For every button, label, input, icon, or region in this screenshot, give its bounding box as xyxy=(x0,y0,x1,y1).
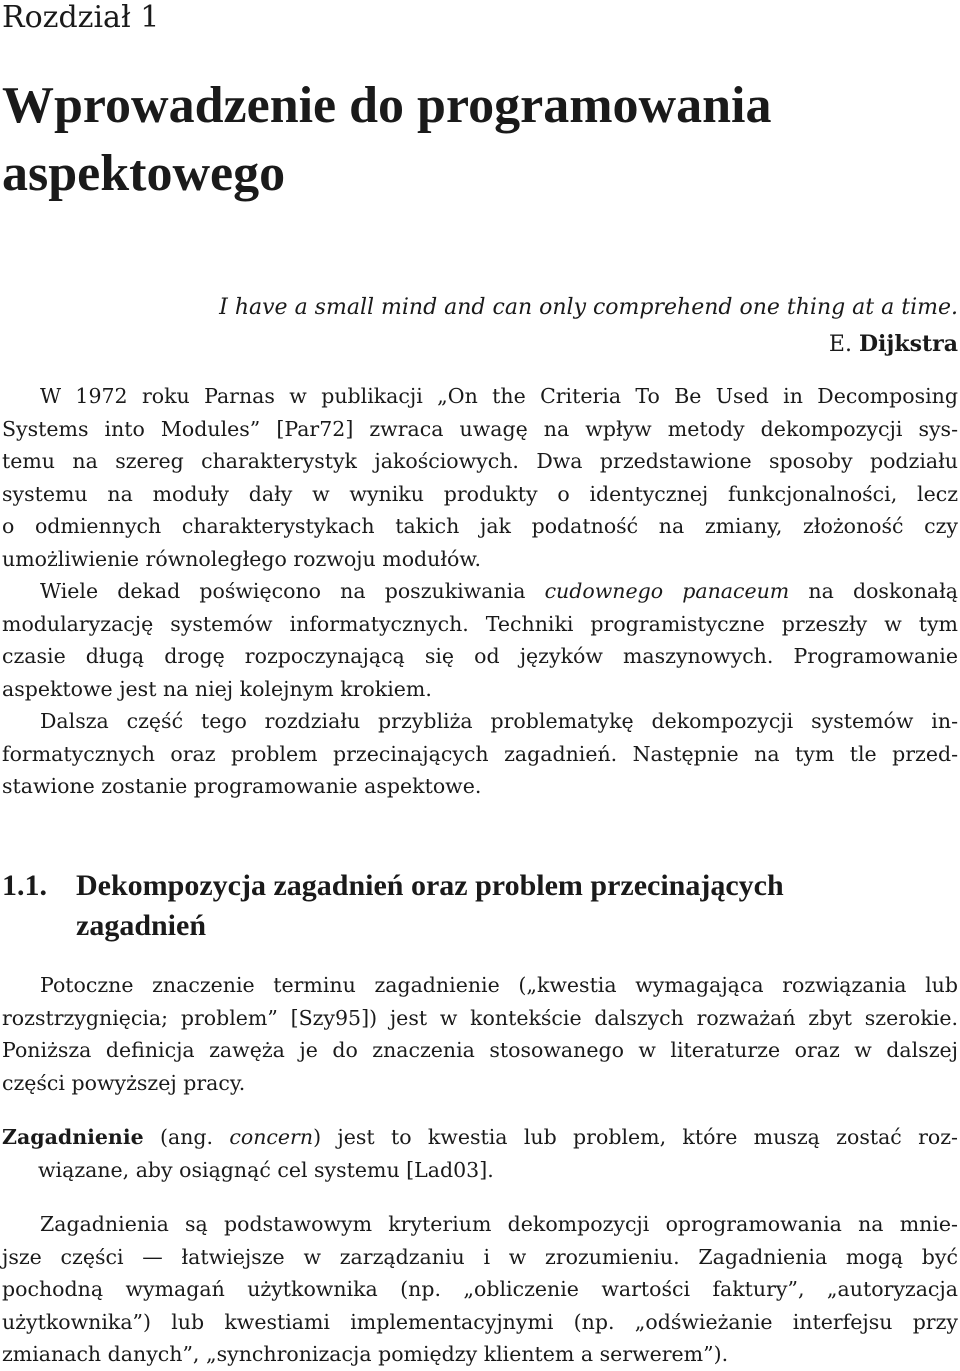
chapter-title-line: Wprowadzenie do programowania xyxy=(2,77,772,134)
emphasis-text: cudownego panaceum xyxy=(544,579,790,603)
text-line: Zagadnienia są podstawowym kryterium dekompozycji oprogramowania na mnie- xyxy=(40,1212,958,1236)
epigraph-quote: I have a small mind and can only comprehend one thing at a time. xyxy=(219,295,958,320)
text-line: temu na szereg charakterystyk jakościowych. Dwa przedstawione sposoby podziału xyxy=(2,449,958,473)
text-line: Dalsza część tego rozdziału przybliża problematykę dekompozycji systemów in- xyxy=(40,709,958,733)
text-line: modularyzację systemów informatycznych. Techniki programistyczne przeszły w tym xyxy=(2,611,958,636)
text-line: systemu na moduły dały w wyniku produkty o identycznej funkcjonalności, lecz xyxy=(2,481,958,506)
text-run: na doskonałą xyxy=(789,579,959,603)
section-paragraph-1 xyxy=(2,969,958,1099)
definition-term: Zagadnienie xyxy=(2,1125,144,1149)
emphasis-text: concern xyxy=(229,1125,314,1149)
epigraph-author-name: Dijkstra xyxy=(858,331,958,357)
epigraph-author xyxy=(829,328,958,361)
text-line: formatycznych oraz problem przecinających zagadnień. Następnie na tym tle przed- xyxy=(2,741,958,766)
text-run: ) jest to kwestia lub problem, które muszą zostać roz- xyxy=(313,1125,958,1149)
intro-paragraph-3 xyxy=(2,705,958,803)
text-line xyxy=(2,575,958,608)
section-title-line: zagadnień xyxy=(76,909,207,942)
intro-paragraph-1 xyxy=(2,380,958,575)
text-line: użytkownika”) lub kwestiami implementacyjnymi (np. „odświeżanie interfejsu przy xyxy=(2,1309,958,1334)
chapter-label: Rozdział 1 xyxy=(2,0,160,35)
text-line xyxy=(2,1121,958,1154)
section-heading xyxy=(2,866,958,946)
text-line: W 1972 roku Parnas w publikacji „On the Criteria To Be Used in Decomposing xyxy=(40,384,958,408)
text-line: o odmiennych charakterystykach takich jak podatność na zmiany, złożoność czy xyxy=(2,514,958,538)
text-line: Potoczne znaczenie terminu zagadnienie („kwestia wymagająca rozwiązania lub xyxy=(40,973,958,997)
text-line: wiązane, aby osiągnąć cel systemu [Lad03]. xyxy=(38,1157,494,1182)
epigraph-author-initial: E. xyxy=(828,332,852,357)
section-title-line: Dekompozycja zagadnień oraz problem przecinających xyxy=(76,869,784,902)
text-line: zmianach danych”, „synchronizacja pomiędzy klientem a serwerem”). xyxy=(2,1342,729,1366)
text-line: pochodną wymagań użytkownika (np. „obliczenie wartości faktury”, „autoryzacja xyxy=(2,1277,958,1301)
chapter-title xyxy=(2,72,958,208)
definition-block xyxy=(2,1121,958,1186)
text-line: jsze części — łatwiejsze w zarządzaniu i w zrozumieniu. Zagadnienia mogą być xyxy=(2,1244,958,1269)
section-number: 1.1. xyxy=(2,869,47,902)
text-line: aspektowe jest na niej kolejnym krokiem. xyxy=(2,676,432,701)
text-line: Poniższa definicja zawęża je do znaczenia stosowanego w literaturze oraz w dalszej xyxy=(2,1038,958,1062)
text-line: rozstrzygnięcia; problem” [Szy95]) jest w kontekście dalszych rozważań zbyt szerokie. xyxy=(2,1005,958,1030)
text-line: stawione zostanie programowanie aspektowe. xyxy=(2,774,482,798)
text-line: Systems into Modules” [Par72] zwraca uwagę na wpływ metody dekompozycji sys- xyxy=(2,416,958,441)
chapter-title-line: aspektowego xyxy=(2,145,286,202)
text-run: Wiele dekad poświęcono na poszukiwania xyxy=(40,579,545,603)
intro-paragraph-2 xyxy=(2,575,958,705)
section-paragraph-2 xyxy=(2,1208,958,1371)
text-run: (ang. xyxy=(143,1125,230,1149)
text-line: umożliwienie równoległego rozwoju modułów. xyxy=(2,546,481,571)
text-line: czasie długą drogę rozpoczynającą się od języków maszynowych. Programowanie xyxy=(2,644,958,668)
text-line: części powyższej pracy. xyxy=(2,1070,246,1095)
